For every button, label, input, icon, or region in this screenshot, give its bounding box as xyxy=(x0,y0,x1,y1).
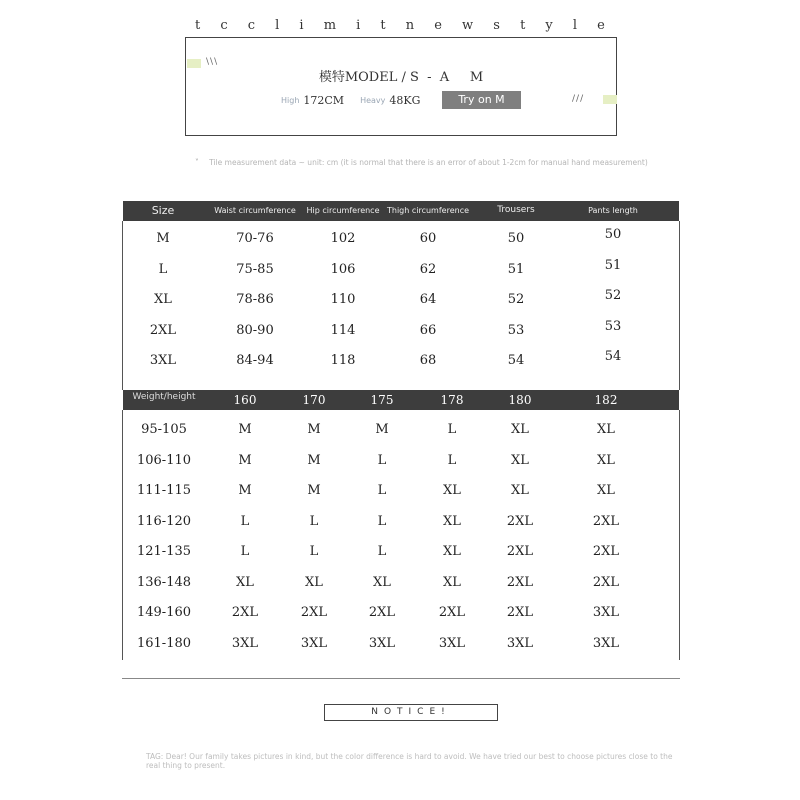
brand-letter: l xyxy=(275,18,280,33)
table-cell: 2XL xyxy=(592,574,620,590)
table-cell: XL xyxy=(597,483,615,498)
model-label: 模特MODEL / S - A M xyxy=(318,70,484,85)
table-cell: 116-120 xyxy=(136,513,192,529)
size-table-header-cell: Waist circumference xyxy=(214,206,296,215)
measurement-note-text: Tile measurement data ~ unit: cm (it is normal that there is an error of about 1-2cm for manual hand measurement) xyxy=(209,158,648,167)
fit-table-header-cell: 182 xyxy=(594,393,618,407)
table-cell: 84-94 xyxy=(236,353,274,368)
table-cell: 54 xyxy=(507,353,525,368)
table-cell: 75-85 xyxy=(236,261,274,277)
fit-table-header-cell: 178 xyxy=(440,393,464,407)
table-border xyxy=(679,221,680,390)
table-cell: M xyxy=(375,422,389,437)
table-cell: 3XL xyxy=(231,635,259,651)
table-cell: XL xyxy=(154,292,172,307)
table-cell: L xyxy=(377,452,387,468)
table-cell: 80-90 xyxy=(236,322,274,338)
model-measurements xyxy=(281,94,436,107)
brand-letter: n xyxy=(405,18,415,33)
table-row xyxy=(123,514,679,544)
table-cell: XL xyxy=(511,422,529,437)
table-cell: 95-105 xyxy=(141,422,187,437)
table-cell: L xyxy=(447,422,457,437)
table-cell: XL xyxy=(443,513,461,529)
table-cell: L xyxy=(240,544,250,559)
table-cell: 2XL xyxy=(506,574,534,590)
table-cell: 51 xyxy=(507,261,525,277)
size-table-header-cell: Thigh circumference xyxy=(386,206,470,215)
table-row xyxy=(123,605,679,635)
table-cell: 2XL xyxy=(438,605,466,620)
table-cell: 3XL xyxy=(149,353,177,368)
notice-box: NOTICE! xyxy=(324,704,498,721)
table-cell: 2XL xyxy=(368,605,396,620)
brand-title xyxy=(195,18,605,33)
table-cell: XL xyxy=(511,483,529,498)
fit-table-header-cell: Weight/height xyxy=(132,392,196,402)
table-row xyxy=(123,227,679,261)
table-cell: 3XL xyxy=(592,635,620,651)
table-row xyxy=(123,636,679,666)
fit-table-header-cell: 175 xyxy=(370,393,394,407)
brand-letter: m xyxy=(323,18,337,33)
table-cell: XL xyxy=(597,422,615,437)
brand-letter: c xyxy=(220,18,228,33)
table-cell: 60 xyxy=(419,231,437,246)
weight-value: 48KG xyxy=(389,94,421,107)
size-table-header-cell: Size xyxy=(151,204,175,217)
table-cell: 136-148 xyxy=(136,574,192,590)
table-cell: 3XL xyxy=(506,635,534,651)
table-cell: 68 xyxy=(419,353,437,368)
chevron-down-icon: ˅ xyxy=(195,158,199,167)
brand-letter: w xyxy=(462,18,474,33)
table-cell: 64 xyxy=(419,292,437,307)
table-row xyxy=(123,453,679,483)
height-value: 172CM xyxy=(303,94,345,107)
table-cell: XL xyxy=(236,574,254,590)
table-cell: 78-86 xyxy=(236,292,274,307)
measurement-note xyxy=(195,158,648,167)
table-row xyxy=(123,288,679,322)
table-row xyxy=(123,422,679,452)
table-cell: XL xyxy=(443,574,461,590)
table-cell: 106 xyxy=(330,261,356,277)
table-row xyxy=(123,257,679,292)
brand-letter: c xyxy=(247,18,256,33)
brand-letter: t xyxy=(520,18,526,33)
table-cell: 50 xyxy=(507,231,525,246)
fit-table-header-cell: 170 xyxy=(302,393,326,407)
table-cell: 2XL xyxy=(231,605,259,620)
fit-table-header xyxy=(123,390,679,410)
table-cell: 66 xyxy=(419,322,437,338)
table-cell: 111-115 xyxy=(136,483,192,498)
table-cell: 3XL xyxy=(438,635,466,651)
table-cell: M xyxy=(307,452,321,468)
decor-square xyxy=(603,95,617,104)
table-cell: 53 xyxy=(604,318,622,334)
table-cell: 118 xyxy=(330,353,356,368)
table-cell: 2XL xyxy=(506,513,534,529)
table-row xyxy=(123,483,679,513)
brand-letter: i xyxy=(356,18,361,33)
brand-letter: i xyxy=(299,18,304,33)
table-cell: 2XL xyxy=(592,544,620,559)
table-cell: M xyxy=(238,422,252,437)
table-cell: L xyxy=(309,544,319,559)
table-cell: 2XL xyxy=(592,513,620,529)
table-row xyxy=(123,544,679,574)
try-on-button[interactable]: Try on M xyxy=(442,91,521,109)
table-cell: 161-180 xyxy=(136,635,192,651)
table-cell: L xyxy=(377,513,387,529)
model-size-label xyxy=(186,66,616,85)
table-cell: M xyxy=(307,483,321,498)
table-bottom-border xyxy=(122,678,680,679)
table-cell: 2XL xyxy=(506,544,534,559)
table-cell: L xyxy=(158,261,168,277)
size-table-header-cell: Pants length xyxy=(588,206,638,215)
table-cell: 51 xyxy=(604,257,622,273)
table-border xyxy=(122,221,123,390)
table-cell: 121-135 xyxy=(136,544,192,559)
table-cell: 3XL xyxy=(300,635,328,651)
size-table-header-cell: Hip circumference xyxy=(306,206,380,215)
table-border xyxy=(679,410,680,660)
fit-table-header-cell: 180 xyxy=(508,393,532,407)
table-cell: 53 xyxy=(507,322,525,338)
brand-letter: e xyxy=(597,18,605,33)
table-cell: 3XL xyxy=(592,605,620,620)
table-cell: 52 xyxy=(604,288,622,303)
table-cell: XL xyxy=(305,574,323,590)
height-label: High xyxy=(281,96,300,105)
table-cell: 54 xyxy=(604,349,622,364)
table-cell: L xyxy=(240,513,250,529)
brand-letter: y xyxy=(545,18,553,33)
table-cell: 52 xyxy=(507,292,525,307)
table-cell: XL xyxy=(597,452,615,468)
hatch-decoration: /// xyxy=(572,94,585,104)
table-cell: 114 xyxy=(330,322,356,338)
table-cell: 3XL xyxy=(368,635,396,651)
table-cell: 106-110 xyxy=(136,452,192,468)
table-cell: 70-76 xyxy=(236,231,274,246)
table-cell: XL xyxy=(373,574,391,590)
tag-note: TAG: Dear! Our family takes pictures in kind, but the color difference is hard to avoid. We have tried our best to choose pictures close to the real thing to present. xyxy=(146,752,673,770)
table-cell: XL xyxy=(511,452,529,468)
table-cell: 102 xyxy=(330,231,356,246)
weight-label: Heavy xyxy=(360,96,386,105)
brand-letter: l xyxy=(572,18,578,33)
table-row xyxy=(123,575,679,605)
brand-letter: t xyxy=(195,18,201,33)
table-cell: 110 xyxy=(330,292,356,307)
table-cell: XL xyxy=(443,544,461,559)
table-row xyxy=(123,318,679,353)
brand-letter: e xyxy=(434,18,442,33)
table-row xyxy=(123,349,679,383)
table-cell: 149-160 xyxy=(136,605,192,620)
hatch-decoration: \\\ xyxy=(206,57,219,67)
size-table-header xyxy=(123,201,679,221)
table-cell: 2XL xyxy=(300,605,328,620)
table-cell: 50 xyxy=(604,227,622,242)
table-cell: M xyxy=(156,231,170,246)
table-cell: L xyxy=(447,452,457,468)
table-border xyxy=(122,410,123,660)
table-cell: L xyxy=(309,513,319,529)
table-cell: M xyxy=(238,483,252,498)
table-cell: M xyxy=(238,452,252,468)
size-table-header-cell: Trousers xyxy=(497,205,535,215)
table-cell: XL xyxy=(443,483,461,498)
fit-table-header-cell: 160 xyxy=(233,393,257,407)
table-cell: M xyxy=(307,422,321,437)
table-cell: L xyxy=(377,483,387,498)
brand-letter: s xyxy=(493,18,500,33)
table-cell: 2XL xyxy=(506,605,534,620)
brand-letter: t xyxy=(380,18,386,33)
table-cell: 2XL xyxy=(149,322,177,338)
model-info-box xyxy=(185,37,617,136)
table-cell: 62 xyxy=(419,261,437,277)
table-cell: L xyxy=(377,544,387,559)
